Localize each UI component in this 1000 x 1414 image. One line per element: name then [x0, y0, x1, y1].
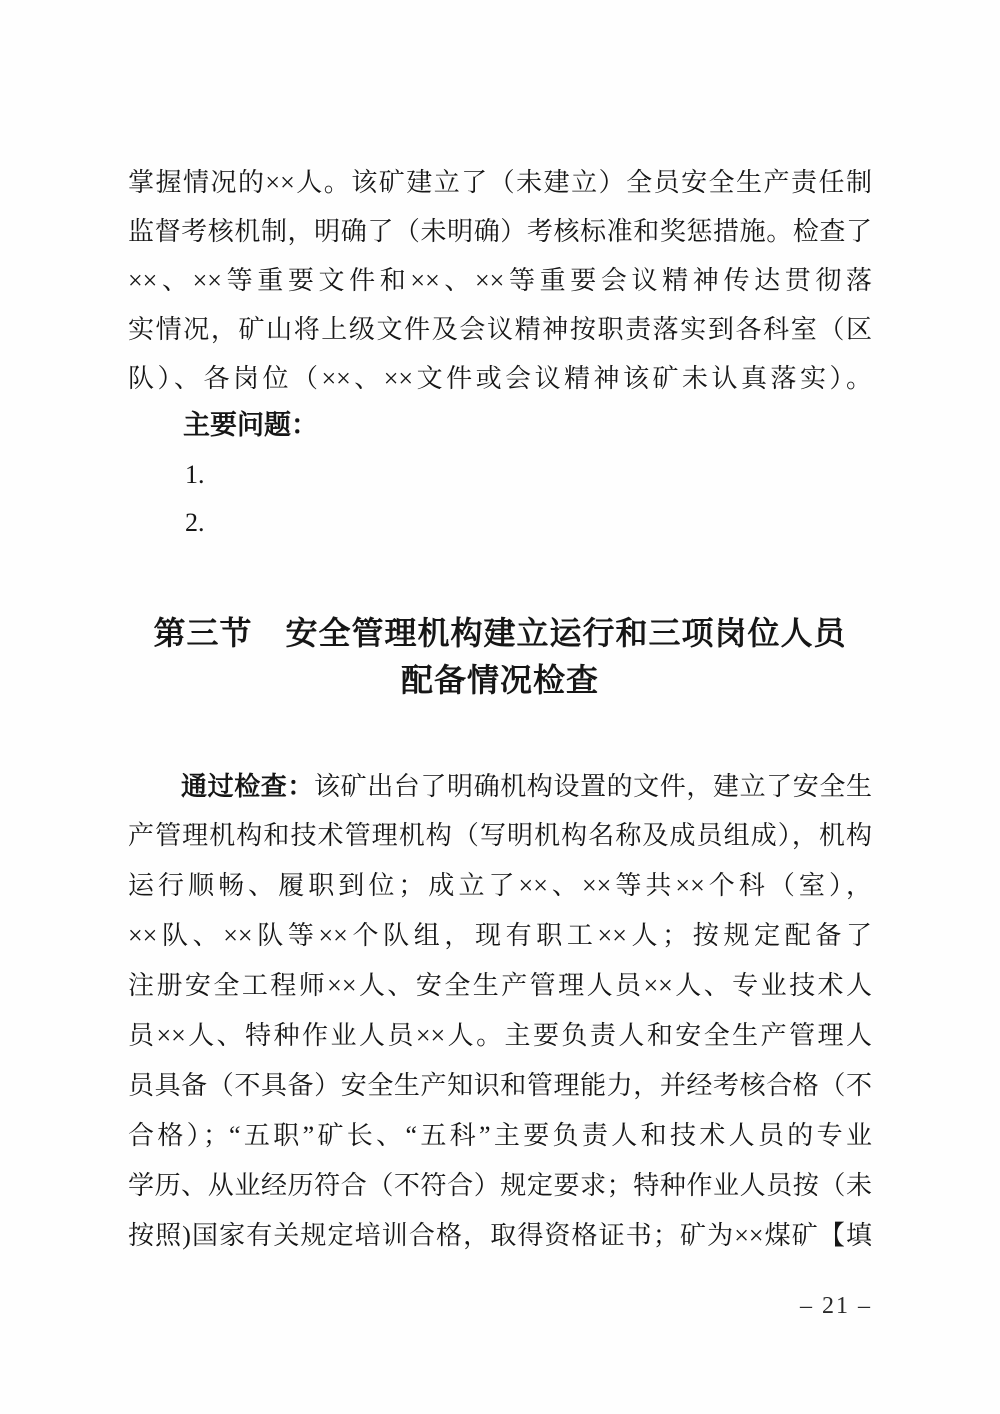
page-number: – 21 –: [800, 1293, 872, 1319]
section-heading-line-2: 配备情况检查: [400, 662, 599, 698]
text-line: 员具备（不具备）安全生产知识和管理能力，并经考核合格（不: [128, 1071, 872, 1100]
text-line: 掌握情况的××人。该矿建立了（未建立）全员安全生产责任制: [128, 168, 872, 197]
text-line: 注册安全工程师××人、安全生产管理人员××人、专业技术人: [128, 971, 872, 1000]
text-run: 该矿出台了明确机构设置的文件，建立了安全生: [314, 772, 872, 801]
section-heading: [128, 610, 872, 704]
text-line: 监督考核机制，明确了（未明确）考核标准和奖惩措施。检查了: [128, 217, 872, 246]
text-line: ××队、××队等××个队组，现有职工××人；按规定配备了: [128, 921, 872, 950]
text-line: 产管理机构和技术管理机构（写明机构名称及成员组成），机构: [128, 821, 872, 850]
problem-item-1: 1.: [185, 460, 205, 489]
text-line: [128, 761, 872, 811]
text-line: 队）、各岗位（××、××文件或会议精神该矿未认真落实）。: [128, 364, 872, 393]
paragraph-lead-label: 通过检查：: [181, 771, 314, 801]
text-line: 员××人、特种作业人员××人。主要负责人和安全生产管理人: [128, 1021, 872, 1050]
paragraph-continued: [128, 158, 872, 403]
text-line: 实情况，矿山将上级文件及会议精神按职责落实到各科室（区: [128, 315, 872, 344]
text-line: ××、××等重要文件和××、××等重要会议精神传达贯彻落: [128, 266, 872, 295]
paragraph-inspection: [128, 761, 872, 1261]
text-line: 学历、从业经历符合（不符合）规定要求；特种作业人员按（未: [128, 1171, 872, 1200]
problems-label: 主要问题：: [183, 410, 318, 440]
problem-item-2: 2.: [185, 508, 205, 537]
text-line: 运行顺畅、履职到位；成立了××、××等共××个科（室），: [128, 871, 872, 900]
section-heading-line-1: 第三节 安全管理机构建立运行和三项岗位人员: [153, 615, 847, 651]
text-line: 按照)国家有关规定培训合格，取得资格证书；矿为××煤矿【填: [128, 1221, 872, 1250]
text-line: 合格）；“五职”矿长、“五科”主要负责人和技术人员的专业: [128, 1121, 872, 1150]
